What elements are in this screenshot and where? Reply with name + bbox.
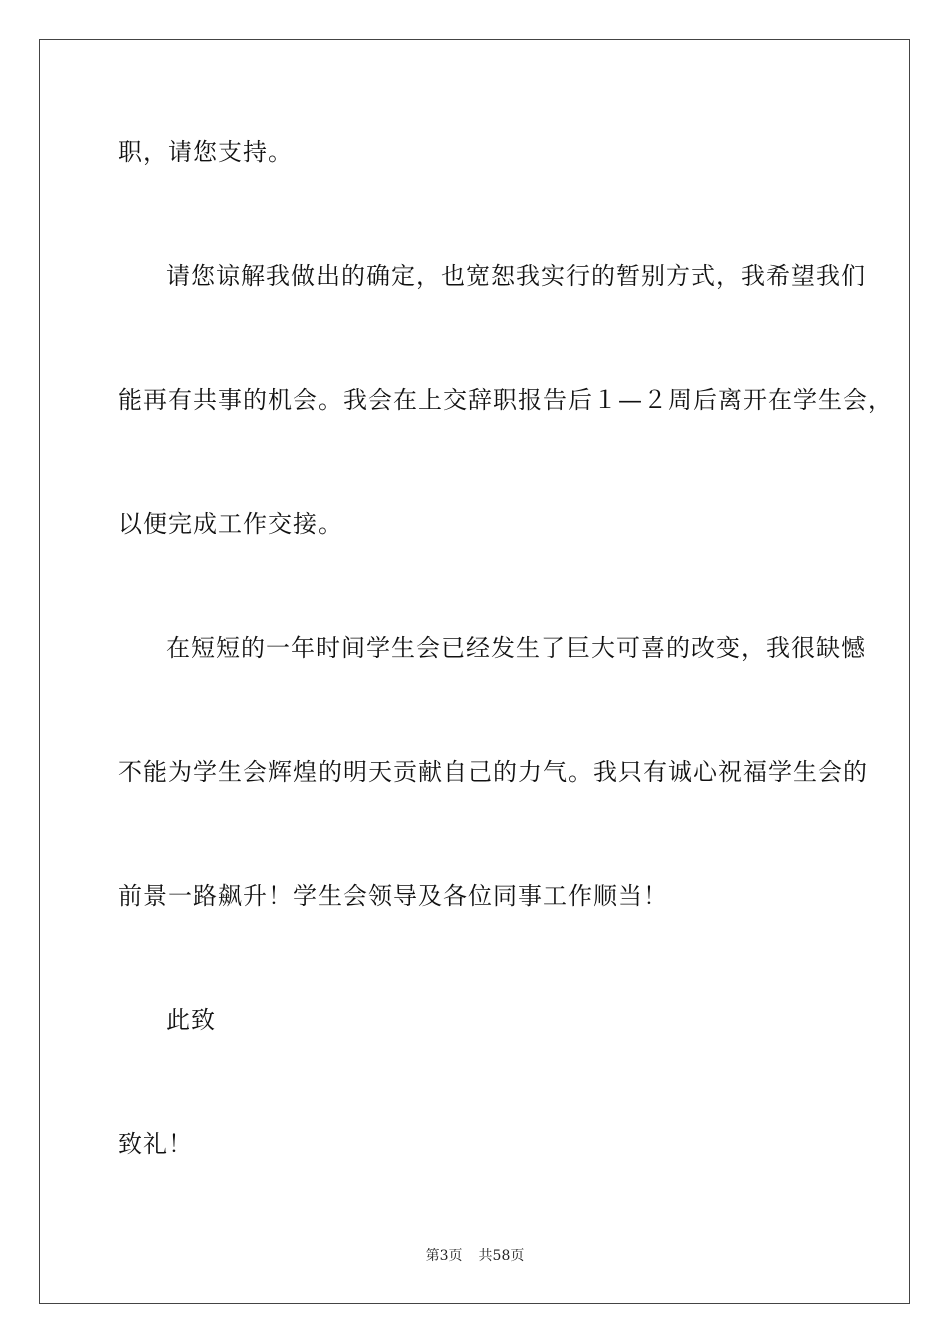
page-number: 第3页: [425, 1248, 463, 1264]
closing-regards: 致礼！: [118, 1130, 193, 1158]
page-footer: [0, 1247, 950, 1265]
text-line-7: 前景一路飙升！学生会领导及各位同事工作顺当！: [118, 882, 668, 910]
closing-salutation: 此致: [166, 1006, 216, 1034]
text-line-3: 能再有共事的机会。我会在上交辞职报告后１—２周后离开在学生会，: [118, 386, 893, 414]
text-line-1: 职，请您支持。: [118, 138, 293, 166]
page-total: 共58页: [478, 1248, 525, 1264]
text-line-5: 在短短的一年时间学生会已经发生了巨大可喜的改变，我很缺憾: [166, 634, 866, 662]
text-line-2: 请您谅解我做出的确定，也宽恕我实行的暂别方式，我希望我们: [166, 262, 866, 290]
page-border: [39, 39, 910, 1304]
text-line-6: 不能为学生会辉煌的明天贡献自己的力气。我只有诚心祝福学生会的: [118, 758, 868, 786]
text-line-4: 以便完成工作交接。: [118, 510, 343, 538]
